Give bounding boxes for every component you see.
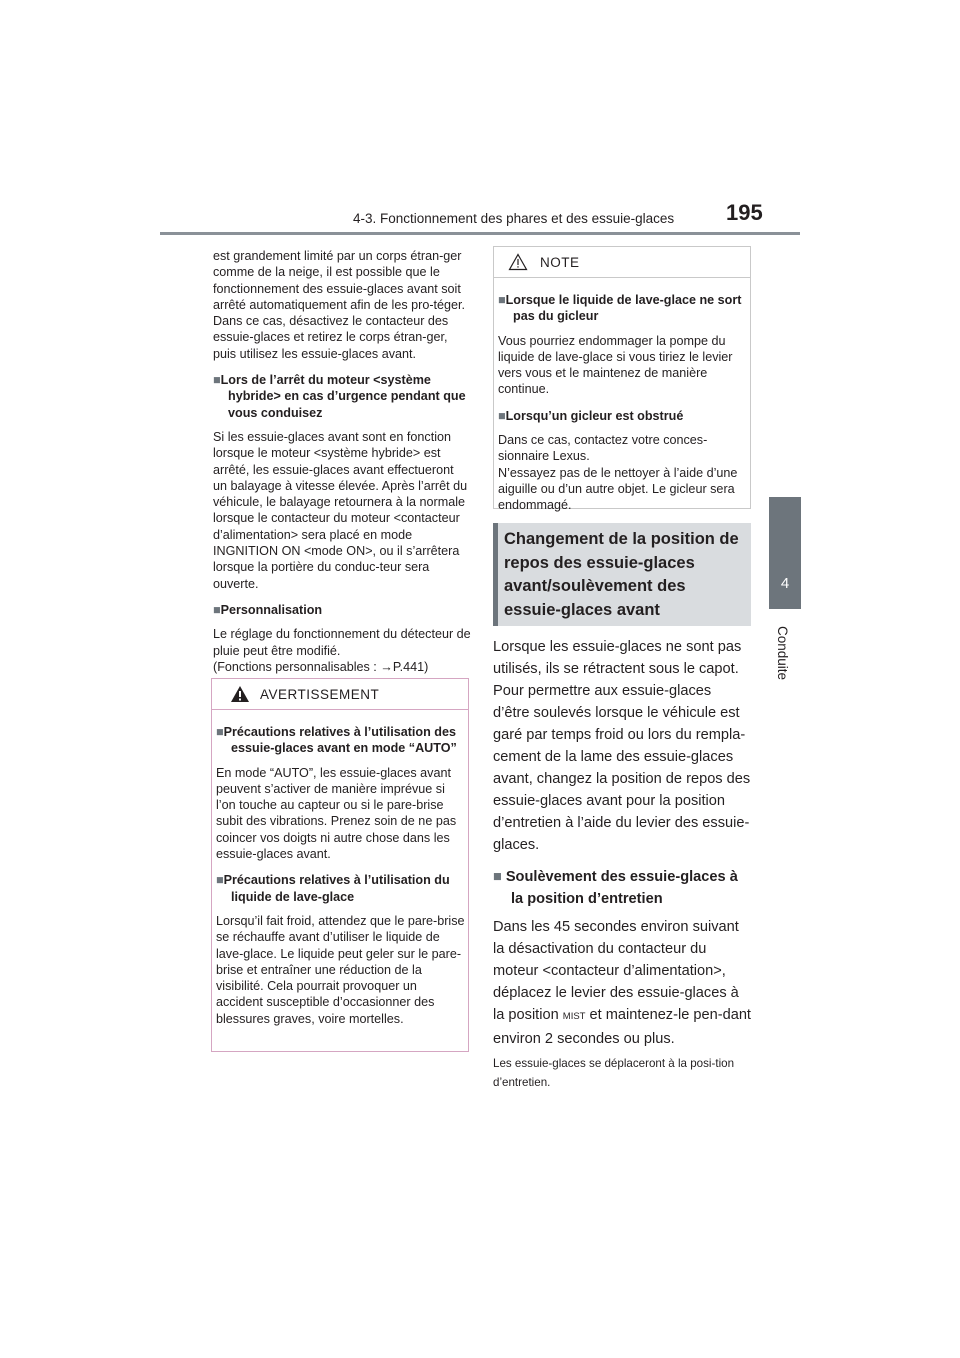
caution-triangle-outline-icon xyxy=(508,253,528,271)
note-paragraph-2a: Dans ce cas, contactez votre conces-sionnaire Lexus. xyxy=(498,433,708,464)
bullet-square-icon: ■ xyxy=(498,408,506,423)
bullet-square-icon: ■ xyxy=(493,869,502,885)
right-subheading-service-position: ■ Soulèvement des essuie-glaces à la position d’entretien xyxy=(493,869,738,907)
note-paragraph-2b: N’essayez pas de le nettoyer à l’aide d’une aiguille ou d’un autre objet. Le gicleur sera endommagé. xyxy=(498,465,738,513)
chapter-tab xyxy=(769,497,801,609)
right-paragraph-3: Les essuie-glaces se déplaceront à la posi-tion d’entretien. xyxy=(493,1057,735,1089)
left-paragraph-1: est grandement limité par un corps étran-ger comme de la neige, il est possible que le fonctionnement des essuie-glaces avant soit arrêté automatiquement afin de les pro-téger. Dans ce cas, désactivez le contacteur des essuie-glaces et retirez le corps étran-ger, puis utilisez les essuie-glaces avant. xyxy=(213,249,466,361)
left-paragraph-3b: (Fonctions personnalisables : →P.441) xyxy=(213,659,429,674)
warning-triangle-icon xyxy=(230,685,250,703)
section-heading-box xyxy=(493,523,751,626)
note-box xyxy=(493,246,751,513)
chapter-label: Conduite xyxy=(775,626,790,681)
right-column xyxy=(493,636,751,1092)
page-number: 195 xyxy=(726,200,763,225)
warning-paragraph-1: En mode “AUTO”, les essuie-glaces avant peuvent s’activer de manière imprévue si l’on touche au capteur ou si le pare-brise subit des vibrations. Prenez soin de ne pas coincer vos doigts ni autre chose dans les essuie-glaces avant. xyxy=(216,765,457,862)
left-paragraph-3a: Le réglage du fonctionnement du détecteur de pluie peut être modifié. xyxy=(213,627,471,658)
note-subheading-nozzle: ■Lorsqu’un gicleur est obstrué xyxy=(498,408,684,423)
note-header xyxy=(494,247,750,278)
right-paragraph-1: Lorsque les essuie-glaces ne sont pas utilisés, ils se rétractent sous le capot. Pour permettre aux essuie-glaces d’être soulevés lorsque le véhicule est garé par temps froid ou lors du rempla-cement de la lame des essuie-glaces avant, changez la position de repos des essuie-glaces avant pour la position d’entretien à l’aide du levier des essuie-glaces. xyxy=(493,639,751,853)
warning-box xyxy=(211,678,469,1052)
warning-subheading-auto: ■Précautions relatives à l’utilisation des essuie-glaces avant en mode “AUTO” xyxy=(216,725,457,756)
bullet-square-icon: ■ xyxy=(498,293,506,307)
warning-header xyxy=(212,679,468,710)
section-heading-bar xyxy=(493,523,498,626)
chapter-number: 4 xyxy=(780,575,790,592)
warning-subheading-washer: ■Précautions relatives à l’utilisation du liquide de lave-glace xyxy=(216,873,450,904)
header-rule xyxy=(160,232,800,235)
note-paragraph-1: Vous pourriez endommager la pompe du liquide de lave-glace si vous tiriez le levier vers vous et le maintenez de manière continue. xyxy=(498,333,733,397)
warning-paragraph-2: Lorsqu’il fait froid, attendez que le pare-brise se réchauffe avant d’utiliser le liquide de lave-glace. Le liquide peut geler sur le pare-brise et entraîner une réduction de la visibilité. Cela pourrait provoquer un accident susceptible d’occasionner des blessures graves, voire mortelles. xyxy=(216,913,465,1026)
left-column xyxy=(213,248,471,675)
header-title: 4-3. Fonctionnement des phares et des essuie-glaces xyxy=(353,211,675,226)
warning-title: AVERTISSEMENT xyxy=(260,686,380,702)
section-title: Changement de la position de repos des essuie-glaces avant/soulèvement des essuie-glaces avant xyxy=(504,530,739,619)
left-subheading-personnalisation: ■Personnalisation xyxy=(213,602,323,617)
left-paragraph-2: Si les essuie-glaces avant sont en fonction lorsque le moteur <système hybride> est arrêté, les essuie-glaces avant effectueront un balayage à vitesse élevée. Après l’arrêt du véhicule, le balayage retournera à la normale lorsque le contacteur du moteur <contacteur d’alimentation> sera placé en mode INGNITION ON <mode ON>, ou il s’arrêtera lorsque la portière du conduc-teur sera ouverte. xyxy=(213,429,468,591)
mist-symbol: MIST xyxy=(562,1011,586,1022)
note-subheading-washer: ■Lorsque le liquide de lave-glace ne sort pas du gicleur xyxy=(498,293,742,324)
bullet-square-icon: ■ xyxy=(213,373,221,388)
right-paragraph-2: Dans les 45 secondes environ suivant la désactivation du contacteur du moteur <contacteur d’alimentation>, déplacez le levier des essuie-glaces à la position MIST et maintenez-le pen-dant environ 2 secondes ou plus. xyxy=(493,919,751,1047)
bullet-square-icon: ■ xyxy=(216,725,224,739)
bullet-square-icon: ■ xyxy=(216,873,224,888)
note-title: NOTE xyxy=(540,254,580,270)
bullet-square-icon: ■ xyxy=(213,602,221,617)
left-subheading-engine-stop: ■Lors de l’arrêt du moteur <système hybride> en cas d’urgence pendant que vous conduisez xyxy=(213,373,466,420)
